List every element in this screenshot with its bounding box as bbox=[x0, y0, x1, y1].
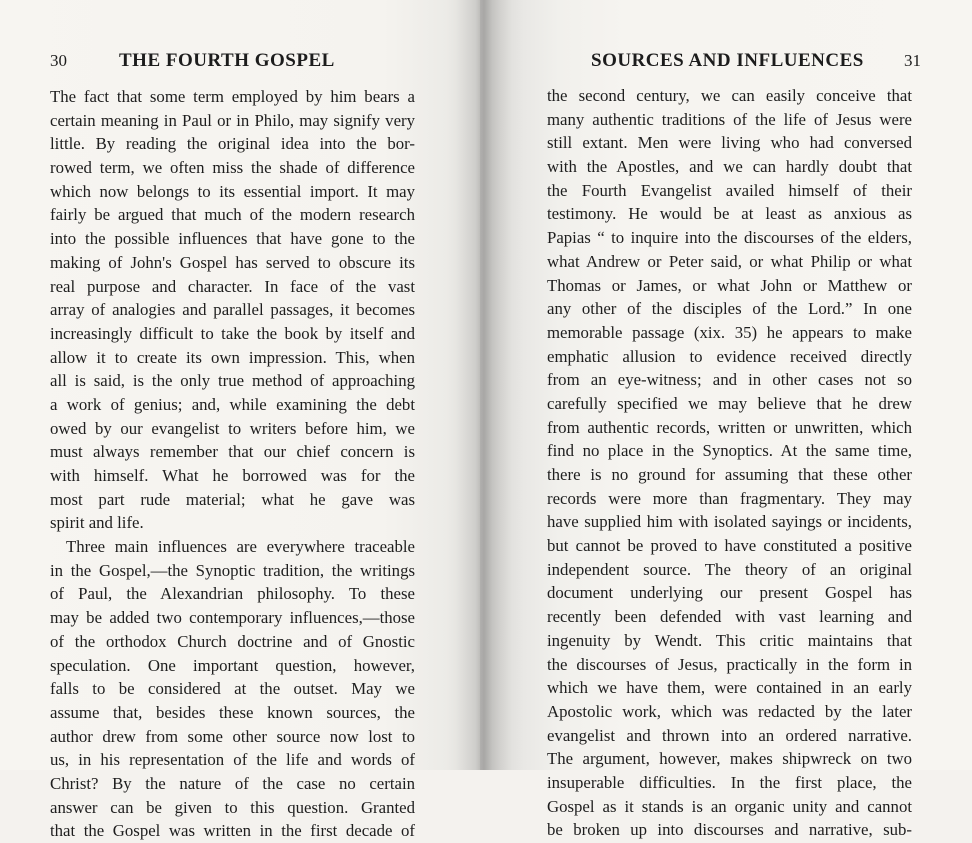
text-line: all is said, is the only true method of approaching bbox=[50, 371, 415, 391]
running-head: THE FOURTH GOSPEL bbox=[119, 50, 335, 71]
text-line: real purpose and character. In face of the vast bbox=[50, 276, 415, 296]
text-line: Gospel as it stands is an organic unity and cannot bbox=[547, 796, 912, 816]
text-line: from authentic records, written or unwritten, which bbox=[547, 417, 912, 437]
text-line: evangelist and thrown into an ordered narrative. bbox=[547, 725, 912, 745]
text-line: memorable passage (xix. 35) he appears to make bbox=[547, 322, 912, 342]
text-line: certain meaning in Paul or in Philo, may signify very bbox=[50, 110, 415, 130]
text-line: many authentic traditions of the life of Jesus were bbox=[547, 109, 912, 129]
text-line: making of John's Gospel has served to obscure its bbox=[50, 252, 415, 272]
text-line: with himself. What he borrowed was for the bbox=[50, 466, 415, 485]
text-line: of the orthodox Church doctrine and of Gnostic bbox=[50, 631, 415, 651]
page-number: 30 bbox=[50, 51, 67, 70]
text-line: assume that, besides these known sources, the bbox=[50, 702, 415, 722]
text-line: find no place in the Synoptics. At the same time, bbox=[547, 441, 912, 461]
text-line: most part rude material; what he gave was bbox=[50, 489, 415, 509]
text-line: author drew from some other source now lost to bbox=[50, 726, 415, 746]
text-line: of Paul, the Alexandrian philosophy. To these bbox=[50, 584, 415, 604]
text-line: insuperable difficulties. In the first place, the bbox=[547, 772, 912, 792]
text-line: what Andrew or Peter said, or what Philip or what bbox=[547, 251, 912, 271]
text-line: still extant. Men were living who had conversed bbox=[547, 133, 912, 153]
text-line: owed by our evangelist to writers before him, we bbox=[50, 418, 415, 438]
text-line: with the Apostles, and we can hardly doubt that bbox=[547, 157, 912, 177]
text-line: array of analogies and parallel passages, it becomes bbox=[50, 300, 415, 320]
text-line: fairly be argued that much of the modern research bbox=[50, 205, 415, 225]
text-line: Papias “ to inquire into the discourses of the elders, bbox=[547, 228, 912, 248]
text-line: carefully specified we may believe that he drew bbox=[547, 393, 912, 413]
text-line: increasingly difficult to take the book by itself and bbox=[50, 323, 415, 343]
text-line: document underlying our present Gospel has bbox=[547, 583, 912, 603]
text-line: rowed term, we often miss the shade of difference bbox=[50, 158, 415, 178]
text-line: may be added two contemporary influences,—those bbox=[50, 608, 415, 628]
text-line: spirit and life. bbox=[50, 513, 144, 533]
text-line: Christ? By the nature of the case no certain bbox=[50, 773, 415, 793]
text-line: testimony. He would be at least as anxious as bbox=[547, 204, 912, 224]
text-line: there is no ground for assuming that these other bbox=[547, 465, 912, 484]
text-line: ingenuity by Wendt. This critic maintains that bbox=[547, 630, 912, 650]
right-page bbox=[480, 0, 972, 840]
text-line: The fact that some term employed by him bears a bbox=[50, 87, 415, 106]
text-line: speculation. One important question, however, bbox=[50, 655, 415, 675]
text-line: but cannot be proved to have constituted a positive bbox=[547, 536, 912, 556]
text-line: the second century, we can easily conceive that bbox=[547, 86, 912, 105]
running-head: SOURCES AND INFLUENCES bbox=[591, 50, 864, 71]
text-line: the discourses of Jesus, practically in the form in bbox=[547, 654, 912, 674]
text-line: in the Gospel,—the Synoptic tradition, the writings bbox=[50, 560, 415, 580]
text-line: records were more than fragmentary. They may bbox=[547, 488, 912, 508]
text-line: allow it to create its own impression. This, when bbox=[50, 347, 415, 367]
text-line: be broken up into discourses and narrative, sub- bbox=[547, 820, 912, 840]
left-page bbox=[0, 0, 480, 841]
text-line: The argument, however, makes shipwreck on two bbox=[547, 749, 912, 769]
text-line: Thomas or James, or what John or Matthew or bbox=[547, 275, 912, 295]
page-number: 31 bbox=[904, 51, 921, 70]
text-line: emphatic allusion to evidence received directly bbox=[547, 346, 912, 366]
text-line: which we have them, were contained in an early bbox=[547, 678, 912, 698]
body-text bbox=[547, 84, 912, 842]
text-line: recently been defended with vast learning and bbox=[547, 607, 912, 627]
text-line: Three main influences are everywhere traceable bbox=[66, 537, 415, 557]
text-line: that the Gospel was written in the first decade of bbox=[50, 821, 415, 841]
body-text bbox=[50, 85, 415, 843]
text-line: answer can be given to this question. Granted bbox=[50, 797, 415, 817]
text-line: any other of the disciples of the Lord.” In one bbox=[547, 299, 912, 319]
text-line: must always remember that our chief concern is bbox=[50, 442, 415, 462]
text-line: the Fourth Evangelist availed himself of their bbox=[547, 180, 912, 200]
text-line: little. By reading the original idea into the bor- bbox=[50, 134, 415, 154]
text-line: Apostolic work, which was redacted by the later bbox=[547, 701, 912, 721]
text-line: into the possible influences that have gone to the bbox=[50, 229, 415, 249]
text-line: falls to be considered at the outset. May we bbox=[50, 679, 415, 699]
text-line: a work of genius; and, while examining the debt bbox=[50, 394, 415, 414]
text-line: us, in his representation of the life and words of bbox=[50, 750, 415, 770]
text-line: have supplied him with isolated sayings or incidents, bbox=[547, 512, 912, 532]
text-line: from an eye-witness; and in other cases not so bbox=[547, 370, 912, 390]
text-line: which now belongs to its essential import. It may bbox=[50, 181, 415, 201]
text-line: independent source. The theory of an original bbox=[547, 559, 912, 579]
